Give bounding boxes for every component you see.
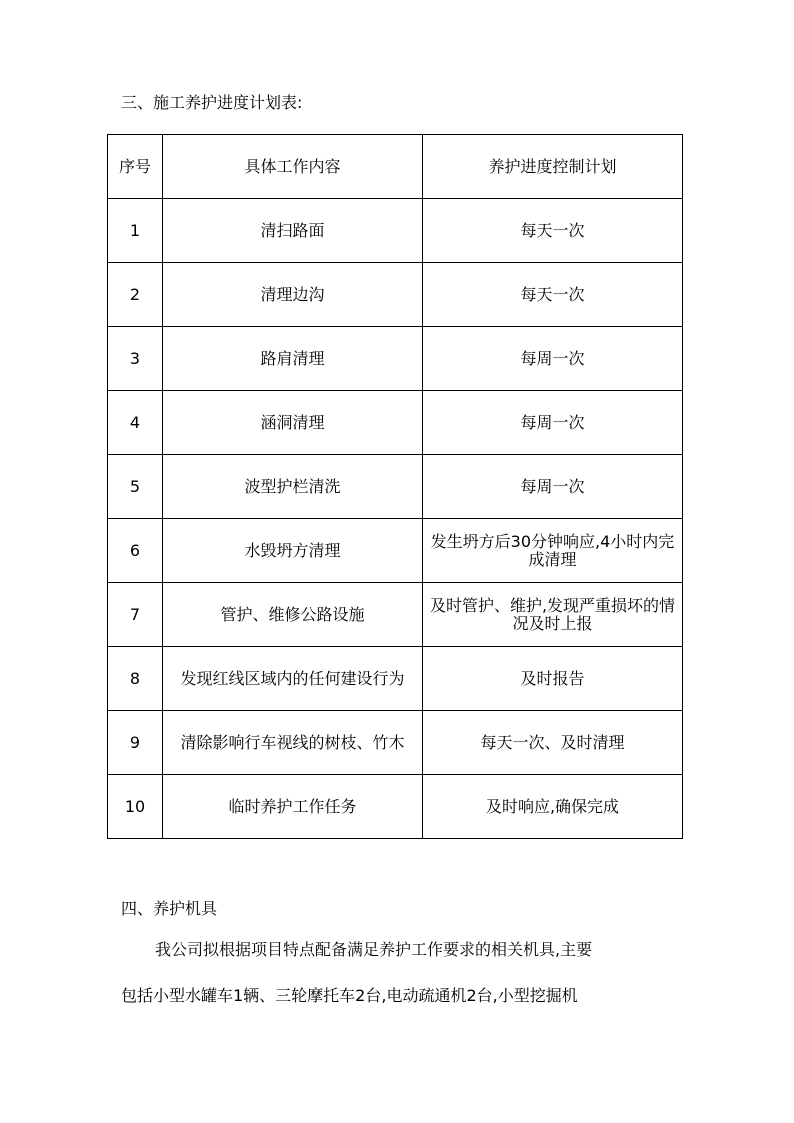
- paragraph-line-2: 包括小型水罐车1辆、三轮摩托车2台,电动疏通机2台,小型挖掘机: [121, 986, 578, 1005]
- cell-seq: 6: [108, 519, 163, 583]
- table-row: [108, 647, 683, 711]
- table-row: [108, 583, 683, 647]
- cell-work: 涵洞清理: [163, 391, 423, 455]
- cell-seq: 7: [108, 583, 163, 647]
- maintenance-schedule-table: [107, 134, 683, 839]
- section-4-title: 四、养护机具: [121, 899, 218, 918]
- table-row: [108, 455, 683, 519]
- cell-seq: 8: [108, 647, 163, 711]
- header-progress-plan: 养护进度控制计划: [423, 135, 683, 199]
- cell-seq: 1: [108, 199, 163, 263]
- cell-work: 发现红线区域内的任何建设行为: [163, 647, 423, 711]
- cell-work: 管护、维修公路设施: [163, 583, 423, 647]
- cell-plan: 每周一次: [423, 455, 683, 519]
- cell-seq: 10: [108, 775, 163, 839]
- cell-plan: 每周一次: [423, 391, 683, 455]
- paragraph-line-1: 我公司拟根据项目特点配备满足养护工作要求的相关机具,主要: [155, 940, 593, 959]
- header-seq: 序号: [108, 135, 163, 199]
- table-row: [108, 263, 683, 327]
- cell-work: 波型护栏清洗: [163, 455, 423, 519]
- cell-work: 清扫路面: [163, 199, 423, 263]
- table-row: [108, 391, 683, 455]
- cell-plan: 及时响应,确保完成: [423, 775, 683, 839]
- cell-seq: 4: [108, 391, 163, 455]
- table-header-row: [108, 135, 683, 199]
- cell-plan: 及时报告: [423, 647, 683, 711]
- cell-plan: 每天一次: [423, 199, 683, 263]
- cell-plan: 每天一次: [423, 263, 683, 327]
- cell-work: 清理边沟: [163, 263, 423, 327]
- cell-work: 清除影响行车视线的树枝、竹木: [163, 711, 423, 775]
- table-row: [108, 199, 683, 263]
- cell-seq: 3: [108, 327, 163, 391]
- cell-seq: 2: [108, 263, 163, 327]
- table-row: [108, 775, 683, 839]
- cell-work: 水毁坍方清理: [163, 519, 423, 583]
- header-work-content: 具体工作内容: [163, 135, 423, 199]
- table-row: [108, 711, 683, 775]
- cell-work: 路肩清理: [163, 327, 423, 391]
- cell-plan: 及时管护、维护,发现严重损坏的情况及时上报: [423, 583, 683, 647]
- cell-work: 临时养护工作任务: [163, 775, 423, 839]
- cell-plan: 每天一次、及时清理: [423, 711, 683, 775]
- table-row: [108, 519, 683, 583]
- section-3-title: 三、施工养护进度计划表:: [121, 93, 303, 112]
- cell-plan: 发生坍方后30分钟响应,4小时内完成清理: [423, 519, 683, 583]
- cell-seq: 5: [108, 455, 163, 519]
- table-row: [108, 327, 683, 391]
- cell-plan: 每周一次: [423, 327, 683, 391]
- cell-seq: 9: [108, 711, 163, 775]
